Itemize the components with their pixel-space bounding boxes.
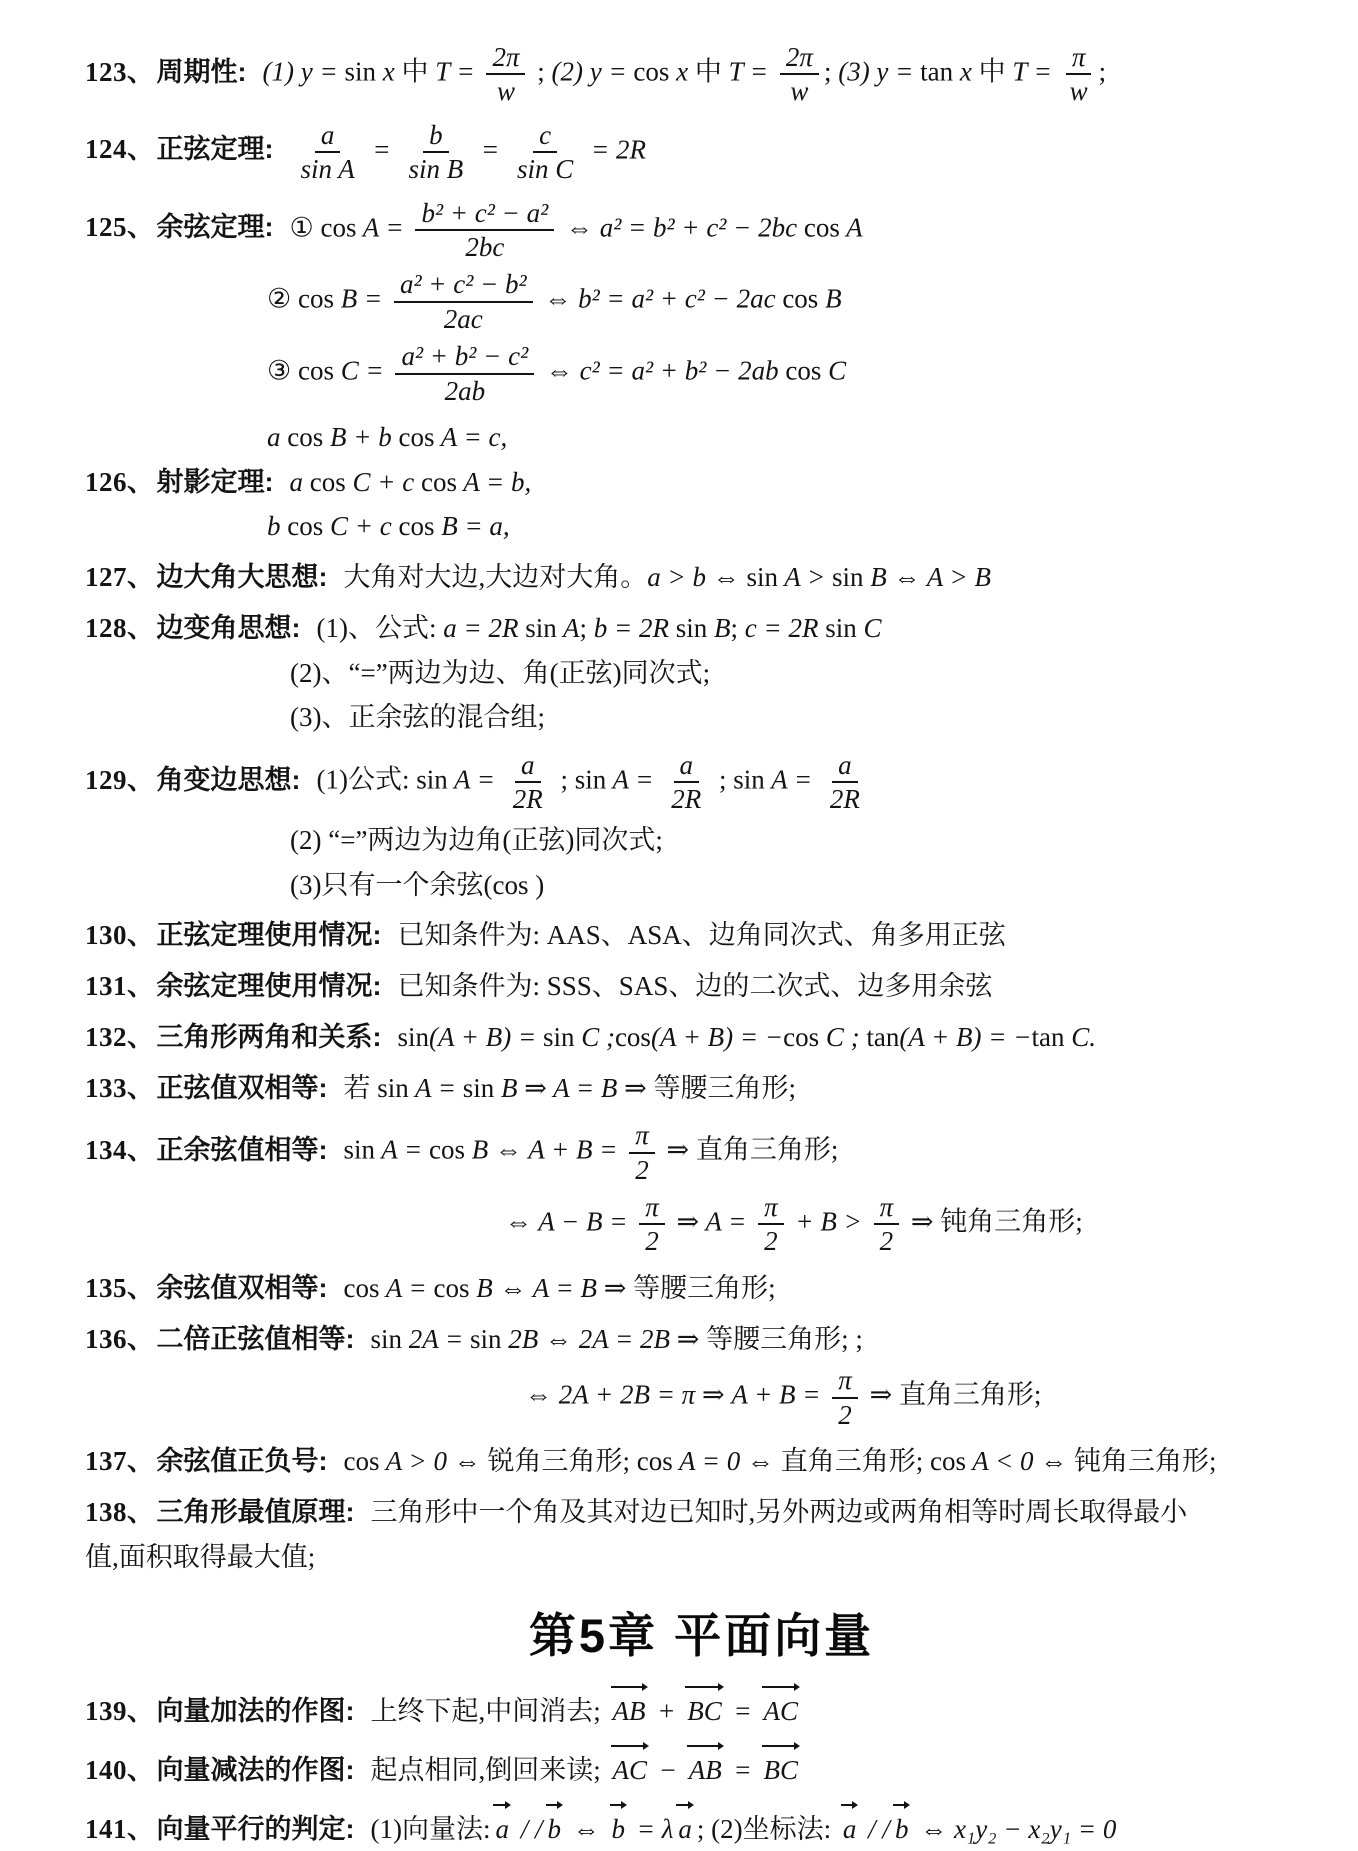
fraction-numerator: a² + b² − c²	[395, 340, 534, 374]
fraction-numerator: b	[423, 119, 449, 153]
math-run: (1) y = sin x	[262, 56, 402, 87]
item-number: 125、	[85, 212, 155, 243]
vector-symbol: b	[893, 1800, 911, 1851]
formula-line	[267, 505, 1318, 549]
fraction-denominator: 2R	[829, 784, 860, 815]
formula-line	[85, 1267, 1318, 1311]
formula-items	[85, 39, 1318, 1851]
text-run: (3)只有一个余弦(cos )	[290, 869, 545, 900]
item-number: 132、	[85, 1021, 155, 1052]
item-title: 周期性:	[156, 56, 247, 87]
text-run: (1)公式:	[316, 764, 417, 795]
item-number: 138、	[85, 1496, 155, 1527]
formula-line	[85, 1800, 1318, 1851]
text-run: ;	[579, 612, 594, 643]
math-run: b = 2R sin B	[593, 612, 731, 643]
formula-item-141	[85, 1800, 1318, 1851]
text-run: 中	[694, 56, 722, 87]
item-title: 正余弦值相等:	[156, 1134, 328, 1165]
text-run: 直角三角形;	[780, 1446, 931, 1477]
math-run: ⇔ a² = b² + c² − 2bc cos A	[559, 212, 863, 243]
item-number: 130、	[85, 920, 155, 951]
math-run: ⇔	[566, 1813, 607, 1844]
formula-item-123	[85, 39, 1318, 110]
formula-line	[85, 1067, 1318, 1111]
math-run: (3) y = tan x	[838, 56, 979, 87]
math-run: sin A = cos B ⇔ A + B =	[343, 1134, 625, 1165]
item-number: 126、	[85, 466, 155, 497]
math-run: =	[726, 1696, 759, 1727]
item-number: 141、	[85, 1813, 155, 1844]
math-run: b cos C + c cos B = a,	[267, 511, 510, 542]
formula-line	[85, 195, 1318, 266]
formula-item-127	[85, 556, 1318, 600]
text-run: 上终下起,中间消去;	[370, 1696, 608, 1727]
item-title: 余弦值双相等:	[156, 1272, 328, 1303]
formula-item-128	[85, 607, 1318, 740]
formula-line	[85, 607, 1318, 651]
formula-item-134	[85, 1117, 1318, 1260]
item-label	[85, 1446, 336, 1476]
formula-item-139	[85, 1682, 1318, 1734]
formula-line	[85, 1440, 1318, 1484]
formula-item-126	[85, 416, 1318, 549]
item-title: 正弦值双相等:	[156, 1072, 328, 1103]
text-run: 直角三角形;	[898, 1379, 1042, 1410]
text-run: ①	[289, 212, 321, 243]
fraction	[1064, 41, 1094, 108]
math-run: ⇒	[862, 1379, 899, 1410]
math-run: ⇔ c² = a² + b² − 2ab cos C	[539, 355, 847, 386]
fraction-denominator: 2R	[512, 784, 543, 815]
fraction-numerator: π	[832, 1364, 858, 1398]
item-title: 向量减法的作图:	[156, 1754, 355, 1785]
item-label	[85, 467, 282, 497]
formula-item-136	[85, 1318, 1318, 1434]
fraction-denominator: 2ab	[444, 375, 486, 406]
math-run: a cos C + c cos A = b,	[289, 466, 532, 497]
fraction	[415, 197, 554, 264]
text-run: 钝角三角形;	[940, 1206, 1083, 1237]
fraction	[665, 749, 707, 816]
fraction	[295, 119, 361, 186]
formula-item-133	[85, 1067, 1318, 1111]
text-run: 值,面积取得最大值;	[85, 1541, 316, 1572]
text-run: (2) “=”两边为边角(正弦)同次式;	[290, 824, 663, 855]
formula-line	[505, 1189, 1318, 1260]
fraction	[394, 268, 533, 335]
math-run: =	[726, 1754, 759, 1785]
vector-symbol: AC	[611, 1741, 650, 1793]
item-label	[85, 1814, 363, 1844]
chapter-heading: 第5章 平面向量	[528, 1609, 875, 1663]
item-title: 二倍正弦值相等:	[156, 1323, 355, 1354]
formula-line	[85, 1117, 1318, 1188]
math-run: T =	[1005, 56, 1059, 87]
item-label	[85, 212, 282, 242]
fraction-numerator: a² + c² − b²	[394, 268, 533, 302]
math-run: =	[474, 134, 507, 165]
item-number: 131、	[85, 971, 155, 1002]
fraction-numerator: a	[315, 119, 341, 153]
formula-line	[85, 1741, 1318, 1793]
text-run: 已知条件为: SSS、SAS、边的二次式、边多用余弦	[397, 971, 993, 1002]
math-run: + B >	[788, 1206, 869, 1237]
formula-line	[290, 864, 1318, 908]
formula-item-132	[85, 1016, 1318, 1060]
formula-line	[85, 39, 1318, 110]
fraction	[832, 1364, 858, 1431]
fraction-numerator: 2π	[486, 41, 525, 75]
formula-item-129	[85, 747, 1318, 907]
fraction-numerator: c	[533, 119, 557, 153]
formula-item-124	[85, 117, 1318, 188]
formula-line	[267, 266, 1318, 337]
math-run: a = 2R sin A	[443, 612, 580, 643]
item-label	[85, 613, 309, 643]
fraction-numerator: 2π	[780, 41, 819, 75]
math-run: = λ	[630, 1813, 674, 1844]
fraction-numerator: π	[874, 1191, 900, 1225]
math-run: sin A =	[574, 764, 661, 795]
text-run: ;	[712, 764, 734, 795]
item-label	[85, 1022, 390, 1052]
math-run: cos A =	[320, 212, 411, 243]
fraction-denominator: w	[790, 76, 809, 107]
item-title: 角变边思想:	[156, 764, 301, 795]
fraction-denominator: 2ac	[443, 303, 483, 334]
text-run: 中	[978, 56, 1006, 87]
text-run: 若	[343, 1072, 378, 1103]
vector-symbol: b	[546, 1800, 564, 1851]
formula-line	[85, 965, 1318, 1009]
text-run: 中	[401, 56, 429, 87]
math-run: sin A =	[416, 764, 502, 795]
text-run: 三角形中一个角及其对边已知时,另外两边或两角相等时周长取得最小	[370, 1496, 1188, 1527]
text-run: 等腰三角形; ;	[706, 1323, 863, 1354]
fraction	[486, 41, 525, 108]
formula-line	[85, 117, 1318, 188]
item-number: 128、	[85, 612, 155, 643]
item-title: 边大角大思想:	[156, 562, 328, 593]
math-run: ⇒	[659, 1134, 696, 1165]
formula-line	[85, 461, 1318, 505]
fraction-denominator: 2	[879, 1226, 894, 1257]
fraction-numerator: a	[515, 749, 541, 783]
text-run: ;	[553, 764, 575, 795]
vector-symbol: BC	[685, 1682, 724, 1734]
fraction	[874, 1191, 900, 1258]
math-run: (2) y = cos x	[551, 56, 695, 87]
formula-line	[85, 1016, 1318, 1060]
text-run: (2)、“=”两边为边、角(正弦)同次式;	[290, 657, 711, 688]
item-number: 137、	[85, 1446, 155, 1477]
item-label	[85, 134, 282, 164]
formula-line	[290, 819, 1318, 863]
formula-item-125	[85, 195, 1318, 409]
text-run: 钝角三角形;	[1074, 1446, 1217, 1477]
math-run: cos A < 0 ⇔	[930, 1446, 1075, 1477]
math-run: ⇔ 2A + 2B = π ⇒ A + B =	[525, 1379, 828, 1410]
math-run: =	[365, 134, 398, 165]
item-number: 140、	[85, 1754, 155, 1785]
fraction	[639, 1191, 665, 1258]
math-run: T =	[721, 56, 775, 87]
item-label	[85, 1497, 363, 1527]
fraction-numerator: a	[832, 749, 858, 783]
fraction-denominator: 2	[838, 1399, 852, 1430]
math-run: ⇒ A =	[669, 1206, 754, 1237]
formula-line	[290, 652, 1318, 696]
formula-line	[85, 914, 1318, 958]
formula-line	[267, 416, 1318, 460]
item-title: 射影定理:	[156, 466, 274, 497]
formula-line	[290, 696, 1318, 740]
item-number: 134、	[85, 1134, 155, 1165]
fraction-numerator: b² + c² − a²	[415, 197, 554, 231]
math-run: sin A =	[733, 764, 819, 795]
item-number: 135、	[85, 1272, 155, 1303]
formula-line	[85, 1536, 1318, 1580]
item-number: 124、	[85, 134, 155, 165]
text-run: 锐角三角形;	[487, 1446, 637, 1477]
fraction-numerator: π	[758, 1191, 784, 1225]
vector-symbol: AB	[611, 1682, 648, 1734]
fraction-denominator: 2R	[671, 784, 702, 815]
math-run: ⇒	[904, 1206, 941, 1237]
fraction	[758, 1191, 784, 1258]
math-run: ⇔ A − B =	[505, 1206, 635, 1237]
fraction	[395, 340, 534, 407]
formula-item-138	[85, 1491, 1318, 1579]
formula-line	[267, 338, 1318, 409]
fraction	[824, 749, 866, 816]
item-title: 余弦值正负号:	[156, 1446, 328, 1477]
item-title: 正弦定理使用情况:	[156, 920, 382, 951]
math-run: ⇔ x₁y₂ − x₂y₁ = 0	[913, 1813, 1117, 1844]
item-label	[85, 920, 390, 950]
math-run: a cos B + b cos A = c,	[267, 421, 508, 452]
fraction-denominator: w	[1069, 76, 1088, 107]
fraction-numerator: π	[1066, 41, 1092, 75]
formula-line	[525, 1362, 1318, 1433]
formula-item-131	[85, 965, 1318, 1009]
item-number: 133、	[85, 1072, 155, 1103]
item-label	[85, 1073, 336, 1103]
math-run: sin A = sin B ⇒ A = B ⇒	[377, 1072, 654, 1103]
vector-symbol: a	[676, 1800, 694, 1851]
text-run: 大角对大边,大边对大角。	[343, 562, 648, 593]
math-run: sin 2A = sin 2B ⇔ 2A = 2B ⇒	[370, 1323, 707, 1354]
fraction-denominator: 2	[645, 1226, 659, 1257]
item-title: 向量平行的判定:	[156, 1813, 355, 1844]
text-run: ;	[1098, 56, 1107, 87]
formula-line	[85, 1491, 1318, 1535]
math-run: −	[652, 1754, 684, 1785]
math-run: c = 2R sin C	[744, 612, 882, 643]
item-label	[85, 1135, 336, 1165]
math-run: cos C =	[297, 355, 391, 386]
item-label	[85, 1696, 363, 1726]
item-number: 139、	[85, 1696, 155, 1727]
math-run: cos A = 0 ⇔	[636, 1446, 781, 1477]
math-run: T =	[428, 56, 482, 87]
formula-item-135	[85, 1267, 1318, 1311]
vector-symbol: b	[610, 1800, 628, 1851]
item-number: 136、	[85, 1323, 155, 1354]
formula-line	[85, 556, 1318, 600]
math-run: cos A > 0 ⇔	[343, 1446, 488, 1477]
math-run: cos A = cos B ⇔ A = B ⇒	[343, 1272, 634, 1303]
fraction	[629, 1119, 655, 1186]
item-number: 127、	[85, 562, 155, 593]
text-run: ;	[823, 56, 839, 87]
vector-symbol: a	[841, 1800, 859, 1851]
text-run: (1)向量法:	[370, 1813, 491, 1844]
fraction-numerator: a	[674, 749, 700, 783]
item-title: 边变角思想:	[156, 612, 301, 643]
text-run: ;	[730, 612, 745, 643]
text-run: 等腰三角形;	[633, 1272, 776, 1303]
math-run: sin(A + B) = sin C ;cos(A + B) = −cos C ; tan(A + B) = −tan C.	[397, 1021, 1096, 1052]
math-run: / /	[861, 1813, 890, 1844]
formula-item-140	[85, 1741, 1318, 1793]
fraction-denominator: sin C	[517, 154, 574, 185]
item-label	[85, 57, 255, 87]
item-title: 三角形最值原理:	[156, 1496, 355, 1527]
math-run: ⇔ b² = a² + c² − 2ac cos B	[537, 283, 842, 314]
text-run: 直角三角形;	[695, 1134, 839, 1165]
text-run: ;	[530, 56, 552, 87]
item-number: 129、	[85, 764, 155, 795]
formula-line	[85, 1318, 1318, 1362]
item-label	[85, 971, 390, 1001]
item-label	[85, 1755, 363, 1785]
math-run: +	[650, 1696, 683, 1727]
fraction-numerator: π	[639, 1191, 665, 1225]
fraction-denominator: 2	[764, 1226, 778, 1257]
item-title: 余弦定理:	[156, 212, 274, 243]
item-label	[85, 1273, 336, 1303]
text-run: ; (2)坐标法:	[696, 1813, 838, 1844]
item-title: 向量加法的作图:	[156, 1696, 355, 1727]
formula-line	[85, 1682, 1318, 1734]
fraction	[403, 119, 470, 186]
vector-symbol: a	[493, 1800, 511, 1851]
text-run: ②	[267, 283, 298, 314]
text-run: ③	[267, 355, 298, 386]
item-title: 三角形两角和关系:	[156, 1021, 382, 1052]
fraction-denominator: 2bc	[465, 231, 505, 262]
fraction	[511, 119, 579, 186]
item-number: 123、	[85, 56, 155, 87]
math-run: cos B =	[297, 283, 389, 314]
fraction-denominator: sin B	[408, 154, 464, 185]
math-run: = 2R	[584, 134, 647, 165]
vector-symbol: AC	[762, 1682, 801, 1734]
math-run: a > b ⇔ sin A > sin B ⇔ A > B	[647, 562, 991, 593]
vector-symbol: BC	[762, 1741, 801, 1793]
formula-item-130	[85, 914, 1318, 958]
item-title: 余弦定理使用情况:	[156, 971, 382, 1002]
fraction-denominator: sin A	[300, 154, 355, 185]
fraction-denominator: 2	[635, 1154, 649, 1185]
formula-line	[85, 747, 1318, 818]
text-run: (1)、公式:	[316, 612, 444, 643]
text-run: 已知条件为: AAS、ASA、边角同次式、角多用正弦	[397, 920, 1006, 951]
item-label	[85, 562, 336, 592]
text-run: 等腰三角形;	[653, 1072, 797, 1103]
formula-item-137	[85, 1440, 1318, 1484]
item-label	[85, 1324, 363, 1354]
fraction	[780, 41, 819, 108]
item-title: 正弦定理:	[156, 134, 274, 165]
text-run: 起点相同,倒回来读;	[370, 1754, 608, 1785]
vector-symbol: AB	[687, 1741, 724, 1793]
math-run: / /	[513, 1813, 543, 1844]
fraction-denominator: w	[496, 76, 515, 107]
fraction-numerator: π	[629, 1119, 655, 1153]
fraction	[507, 749, 549, 816]
text-run: (3)、正余弦的混合组;	[290, 702, 545, 733]
item-label	[85, 765, 309, 795]
